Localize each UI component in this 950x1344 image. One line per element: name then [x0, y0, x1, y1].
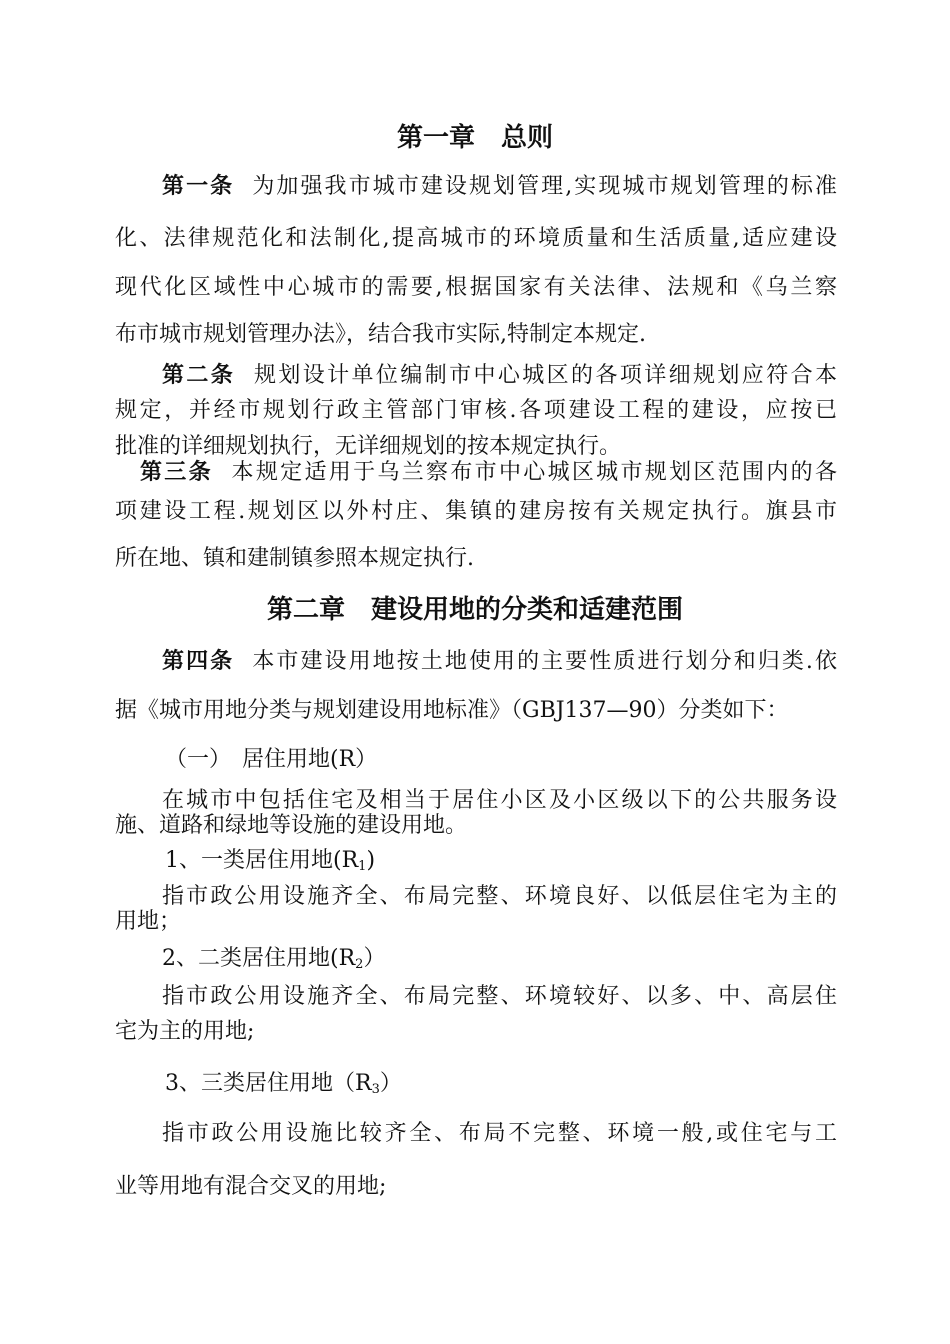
- r2-title: [162, 945, 884, 973]
- r1-title: [165, 847, 887, 875]
- r3-title: [165, 1070, 887, 1098]
- r2-subscript: 2: [355, 957, 364, 972]
- article-3-text-1: 本规定适用于乌兰察布市中心城区城市规划区范围内的各: [231, 460, 837, 485]
- r2-title-text: 2、二类居住用地(R: [162, 946, 356, 971]
- article-1-line-3: 现代化区域性中心城市的需要,根据国家有关法律、法规和《乌兰察: [115, 275, 837, 300]
- r3-desc-1: 指市政公用设施比较齐全、布局不完整、环境一般,或住宅与工: [162, 1121, 837, 1146]
- article-4-text-1: 本市建设用地按土地使用的主要性质进行划分和归类.依: [252, 649, 837, 674]
- article-1-text-1: 为加强我市城市建设规划管理,实现城市规划管理的标准: [252, 174, 837, 199]
- article-1-label: 第一条: [162, 173, 235, 199]
- section-1-title: （一） 居住用地(R）: [165, 747, 378, 772]
- article-3-line-3: 所在地、镇和建制镇参照本规定执行.: [115, 546, 474, 571]
- r2-desc-2: 宅为主的用地;: [115, 1019, 255, 1044]
- article-2-line-3: 批准的详细规划执行，无详细规划的按本规定执行。: [115, 434, 622, 459]
- r1-desc-1: 指市政公用设施齐全、布局完整、环境良好、以低层住宅为主的: [162, 884, 837, 909]
- r3-subscript: 3: [371, 1082, 380, 1097]
- r1-subscript: 1: [358, 859, 367, 874]
- section-1-desc-1: 在城市中包括住宅及相当于居住小区及小区级以下的公共服务设: [162, 788, 837, 813]
- chapter-1-title: 第一章 总则: [396, 123, 553, 153]
- article-4-label: 第四条: [162, 648, 235, 674]
- article-1-line-4: 布市城市规划管理办法》，结合我市实际,特制定本规定.: [115, 322, 646, 347]
- r3-title-close: ）: [379, 1071, 402, 1096]
- article-3-label: 第三条: [140, 459, 213, 485]
- r3-desc-2: 业等用地有混合交叉的用地;: [115, 1174, 387, 1199]
- r2-desc-1: 指市政公用设施齐全、布局完整、环境较好、以多、中、高层住: [162, 984, 837, 1009]
- article-2-line-2: 规定，并经市规划行政主管部门审核.各项建设工程的建设，应按已: [115, 398, 837, 423]
- article-1-line-1: [162, 172, 837, 201]
- article-4-line-1: [162, 647, 837, 676]
- chapter-2-title: 第二章 建设用地的分类和适建范围: [266, 595, 683, 625]
- article-3-line-1: [140, 458, 837, 487]
- r2-title-close: ）: [363, 946, 386, 971]
- article-4-line-2: 据《城市用地分类与规划建设用地标准》（GBJ137—90）分类如下：: [115, 698, 789, 723]
- article-3-line-2: 项建设工程.规划区以外村庄、集镇的建房按有关规定执行。旗县市: [115, 499, 837, 524]
- article-2-label: 第二条: [162, 362, 236, 388]
- r1-title-close: ): [366, 848, 376, 873]
- section-1-desc-2: 施、道路和绿地等设施的建设用地。: [115, 813, 468, 838]
- article-1-line-2: 化、法律规范化和法制化,提高城市的环境质量和生活质量,适应建设: [115, 226, 837, 251]
- r1-title-text: 1、一类居住用地(R: [165, 848, 359, 873]
- article-2-text-1: 规划设计单位编制市中心城区的各项详细规划应符合本: [253, 363, 837, 388]
- r1-desc-2: 用地；: [115, 909, 182, 934]
- article-2-line-1: [162, 361, 837, 390]
- r3-title-text: 3、三类居住用地（R: [165, 1071, 372, 1096]
